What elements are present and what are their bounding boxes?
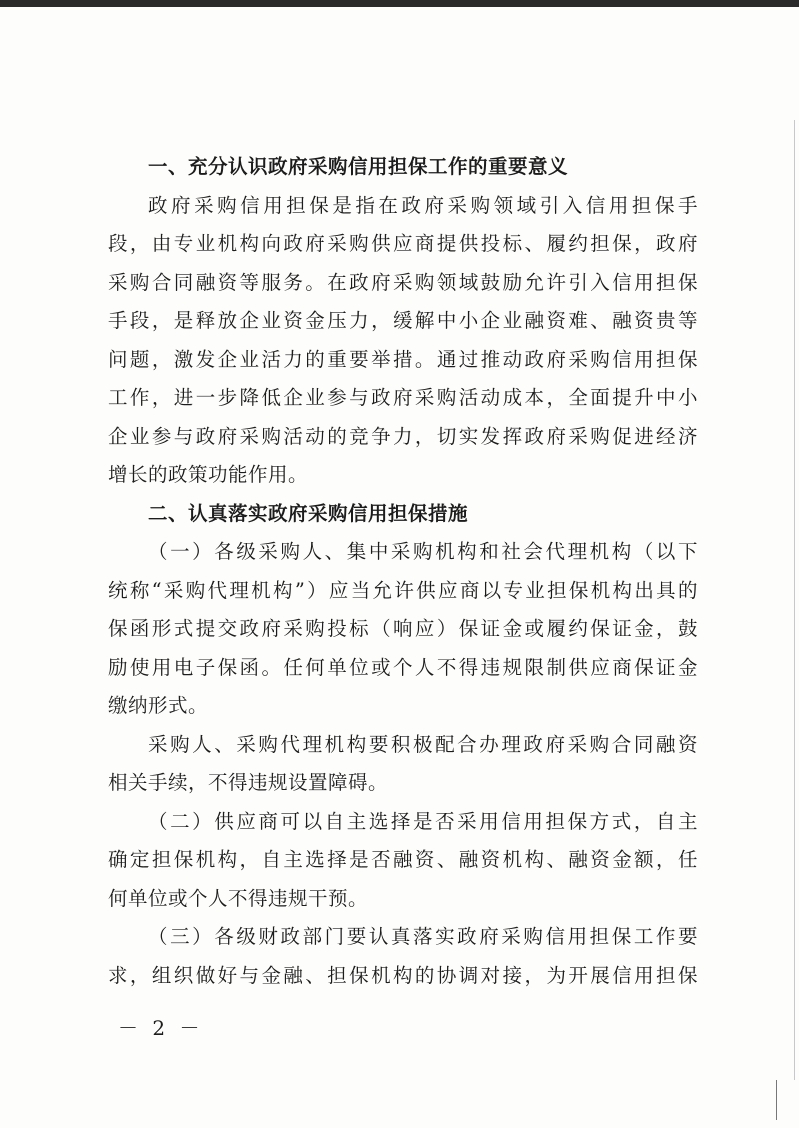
- paragraph-line: 求，组织做好与金融、担保机构的协调对接，为开展信用担保: [108, 963, 698, 987]
- paragraph-line: 工作，进一步降低企业参与政府采购活动成本，全面提升中小: [108, 386, 698, 409]
- paragraph-line: （三）各级财政部门要认真落实政府采购信用担保工作要: [148, 925, 698, 948]
- section-2-heading: 二、认真落实政府采购信用担保措施: [148, 501, 469, 525]
- page-number: － 2 －: [118, 1016, 204, 1040]
- paragraph-line: 何单位或个人不得违规干预。: [108, 886, 369, 910]
- paragraph-line: 保函形式提交政府采购投标（响应）保证金或履约保证金，鼓: [108, 617, 698, 640]
- paragraph-line: 企业参与政府采购活动的竞争力，切实发挥政府采购促进经济: [108, 424, 698, 448]
- paragraph-line: 政府采购信用担保是指在政府采购领域引入信用担保手: [148, 193, 698, 217]
- paragraph-line: 手段，是释放企业资金压力，缓解中小企业融资难、融资贵等: [108, 309, 698, 332]
- scan-top-border: [0, 0, 799, 7]
- section-1-heading: 一、充分认识政府采购信用担保工作的重要意义: [148, 155, 569, 178]
- paragraph-line: （一）各级采购人、集中采购机构和社会代理机构（以下: [148, 540, 698, 563]
- paragraph-line: 问题，激发企业活力的重要举措。通过推动政府采购信用担保: [108, 347, 698, 371]
- paragraph-line: 采购人、采购代理机构要积极配合办理政府采购合同融资: [148, 732, 698, 756]
- paragraph-line: 增长的政策功能作用。: [108, 463, 309, 486]
- paragraph-line: 相关手续，不得违规设置障碍。: [108, 771, 389, 794]
- document-body: [108, 148, 698, 995]
- scan-edge-mark: [776, 1080, 777, 1120]
- paragraph-line: 统称“采购代理机构”）应当允许供应商以专业担保机构出具的: [108, 578, 698, 602]
- paragraph-line: 励使用电子保函。任何单位或个人不得违规限制供应商保证金: [108, 655, 698, 679]
- paragraph-line: （二）供应商可以自主选择是否采用信用担保方式，自主: [148, 809, 698, 833]
- paragraph-line: 缴纳形式。: [108, 694, 209, 717]
- paragraph-line: 采购合同融资等服务。在政府采购领域鼓励允许引入信用担保: [108, 270, 698, 294]
- paragraph-line: 段，由专业机构向政府采购供应商提供投标、履约担保，政府: [108, 232, 698, 255]
- paragraph-line: 确定担保机构，自主选择是否融资、融资机构、融资金额，任: [108, 848, 698, 871]
- scan-right-edge: [794, 120, 795, 1080]
